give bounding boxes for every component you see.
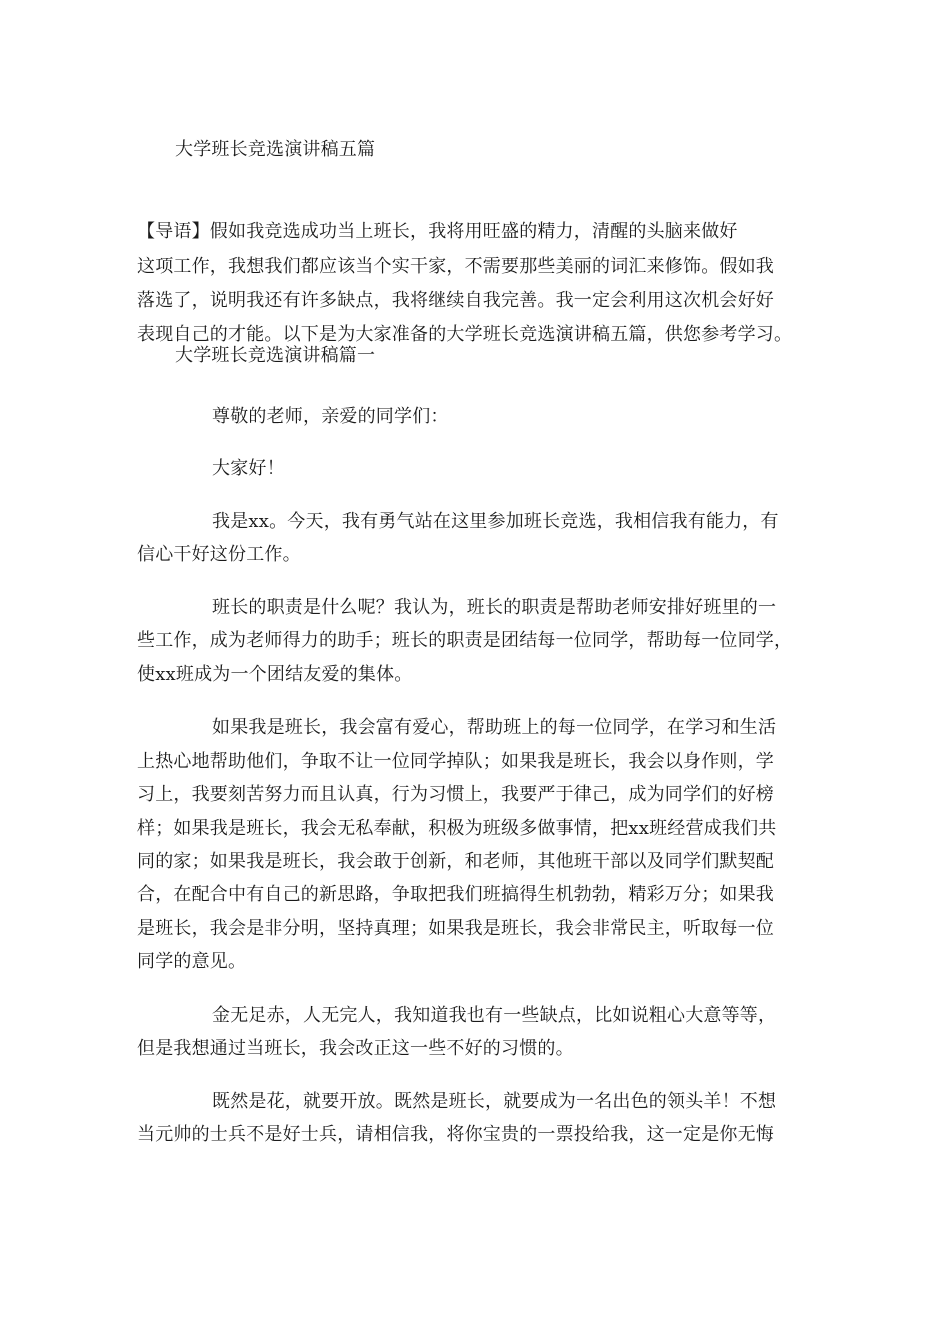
paragraph-line: 些工作，成为老师得力的助手；班长的职责是团结每一位同学，帮助每一位同学， xyxy=(137,630,793,651)
salutation: 尊敬的老师，亲爱的同学们： xyxy=(212,406,449,427)
paragraph-line: 但是我想通过当班长，我会改正这一些不好的习惯的。 xyxy=(137,1038,574,1059)
intro-line: 表现自己的才能。以下是为大家准备的大学班长竞选演讲稿五篇，供您参考学习。 xyxy=(137,324,793,345)
intro-line: 这项工作，我想我们都应该当个实干家，不需要那些美丽的词汇来修饰。假如我 xyxy=(137,256,774,277)
paragraph-line: 信心干好这份工作。 xyxy=(137,544,301,565)
paragraph-line: 是班长，我会是非分明，坚持真理；如果我是班长，我会非常民主，听取每一位 xyxy=(137,918,774,939)
paragraph-line: 样；如果我是班长，我会无私奉献，积极为班级多做事情，把xx班经营成我们共 xyxy=(137,818,777,839)
paragraph-line: 当元帅的士兵不是好士兵，请相信我，将你宝贵的一票投给我，这一定是你无悔 xyxy=(137,1124,774,1145)
paragraph-line: 既然是花，就要开放。既然是班长，就要成为一名出色的领头羊！不想 xyxy=(212,1091,777,1112)
paragraph-line: 班长的职责是什么呢？我认为，班长的职责是帮助老师安排好班里的一 xyxy=(212,597,777,618)
paragraph-line: 我是xx。今天，我有勇气站在这里参加班长竞选，我相信我有能力，有 xyxy=(212,511,779,532)
paragraph-line: 金无足赤，人无完人，我知道我也有一些缺点，比如说粗心大意等等， xyxy=(212,1005,777,1026)
paragraph-line: 同的家；如果我是班长，我会敢于创新，和老师，其他班干部以及同学们默契配 xyxy=(137,851,774,872)
section-title: 大学班长竞选演讲稿篇一 xyxy=(175,345,376,366)
document-title: 大学班长竞选演讲稿五篇 xyxy=(175,139,376,160)
greeting: 大家好！ xyxy=(212,458,285,479)
paragraph-line: 习上，我要刻苦努力而且认真，行为习惯上，我要严于律己，成为同学们的好榜 xyxy=(137,784,774,805)
paragraph-line: 同学的意见。 xyxy=(137,951,247,972)
paragraph-line: 如果我是班长，我会富有爱心，帮助班上的每一位同学，在学习和生活 xyxy=(212,717,777,738)
paragraph-line: 合，在配合中有自己的新思路，争取把我们班搞得生机勃勃，精彩万分；如果我 xyxy=(137,884,774,905)
intro-line: 落选了，说明我还有许多缺点，我将继续自我完善。我一定会利用这次机会好好 xyxy=(137,290,774,311)
paragraph-line: 上热心地帮助他们，争取不让一位同学掉队；如果我是班长，我会以身作则，学 xyxy=(137,751,774,772)
intro-line: 【导语】假如我竞选成功当上班长，我将用旺盛的精力，清醒的头脑来做好 xyxy=(137,221,738,242)
paragraph-line: 使xx班成为一个团结友爱的集体。 xyxy=(137,664,413,685)
